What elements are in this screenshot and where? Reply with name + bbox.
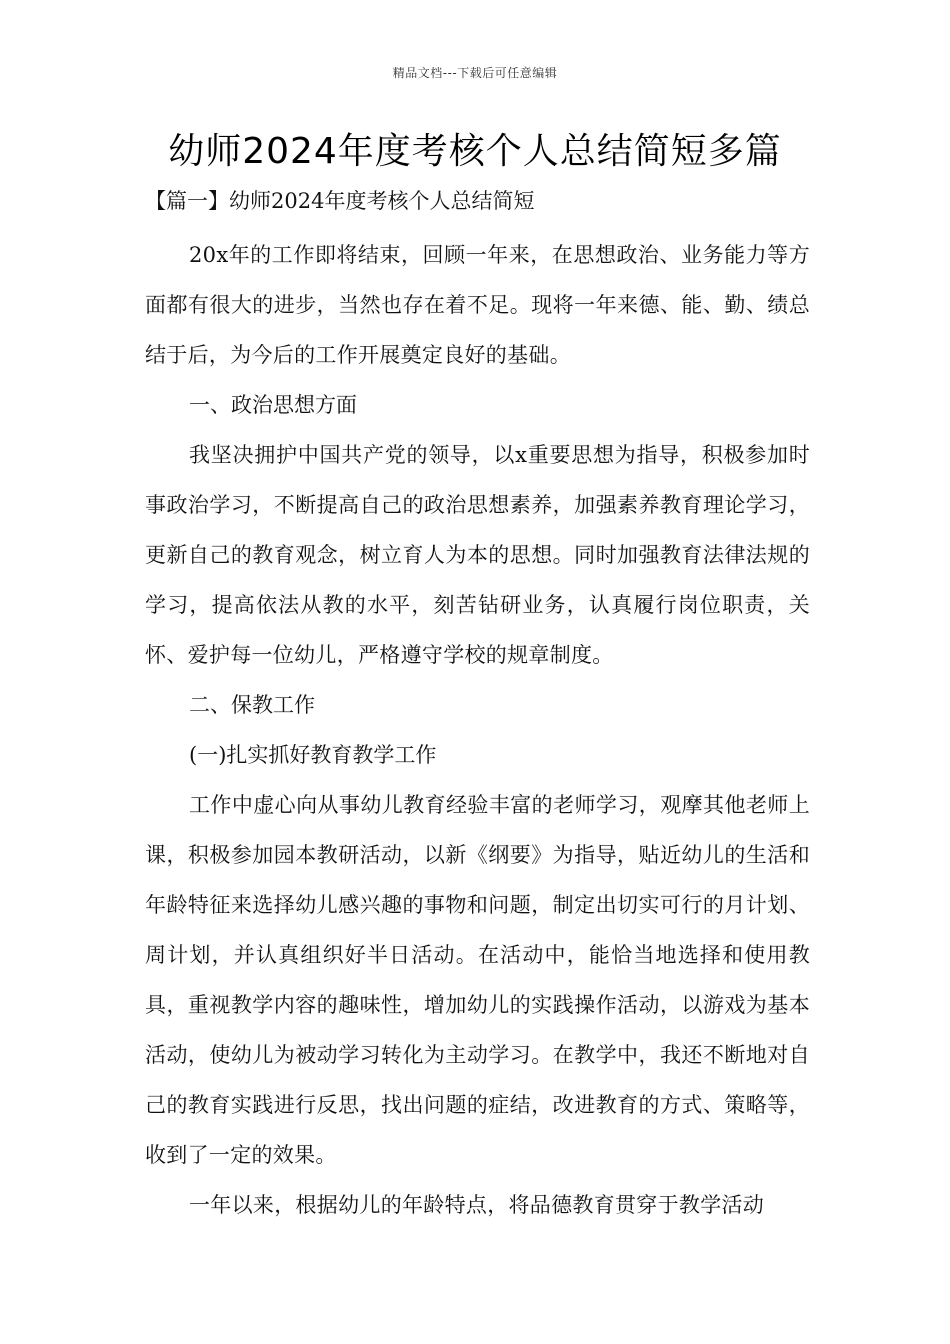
section-heading: 【篇一】幼师2024年度考核个人总结简短: [145, 189, 535, 213]
heading-political-thought: 一、政治思想方面: [189, 393, 357, 417]
document-body: [145, 180, 810, 1230]
heading-teaching-work: (一)扎实抓好教育教学工作: [189, 743, 437, 767]
paragraph-intro: 20x年的工作即将结束，回顾一年来，在思想政治、业务能力等方面都有很大的进步，当然也存在着不足。现将一年来德、能、勤、绩总结于后，为今后的工作开展奠定良好的基础。: [145, 243, 810, 367]
running-header: 精品文档---下载后可任意编辑: [392, 66, 558, 80]
paragraph-political-thought: 我坚决拥护中国共产党的领导，以x重要思想为指导，积极参加时事政治学习，不断提高自己的政治思想素养，加强素养教育理论学习，更新自己的教育观念，树立育人为本的思想。同时加强教育法律法规的学习，提高依法从教的水平，刻苦钻研业务，认真履行岗位职责，关怀、爱护每一位幼儿，严格遵守学校的规章制度。: [145, 443, 810, 667]
paragraph-moral-education: 一年以来，根据幼儿的年龄特点，将品德教育贯穿于教学活动: [189, 1193, 765, 1217]
document-title: 幼师2024年度考核个人总结简短多篇: [168, 131, 782, 172]
paragraph-teaching-work: 工作中虚心向从事幼儿教育经验丰富的老师学习，观摩其他老师上课，积极参加园本教研活动，以新《纲要》为指导，贴近幼儿的生活和年龄特征来选择幼儿感兴趣的事物和问题，制定出切实可行的月计划、周计划，并认真组织好半日活动。在活动中，能恰当地选择和使用教具，重视教学内容的趣味性，增加幼儿的实践操作活动，以游戏为基本活动，使幼儿为被动学习转化为主动学习。在教学中，我还不断地对自己的教育实践进行反思，找出问题的症结，改进教育的方式、策略等，收到了一定的效果。: [145, 793, 810, 1167]
heading-care-education: 二、保教工作: [189, 693, 315, 717]
